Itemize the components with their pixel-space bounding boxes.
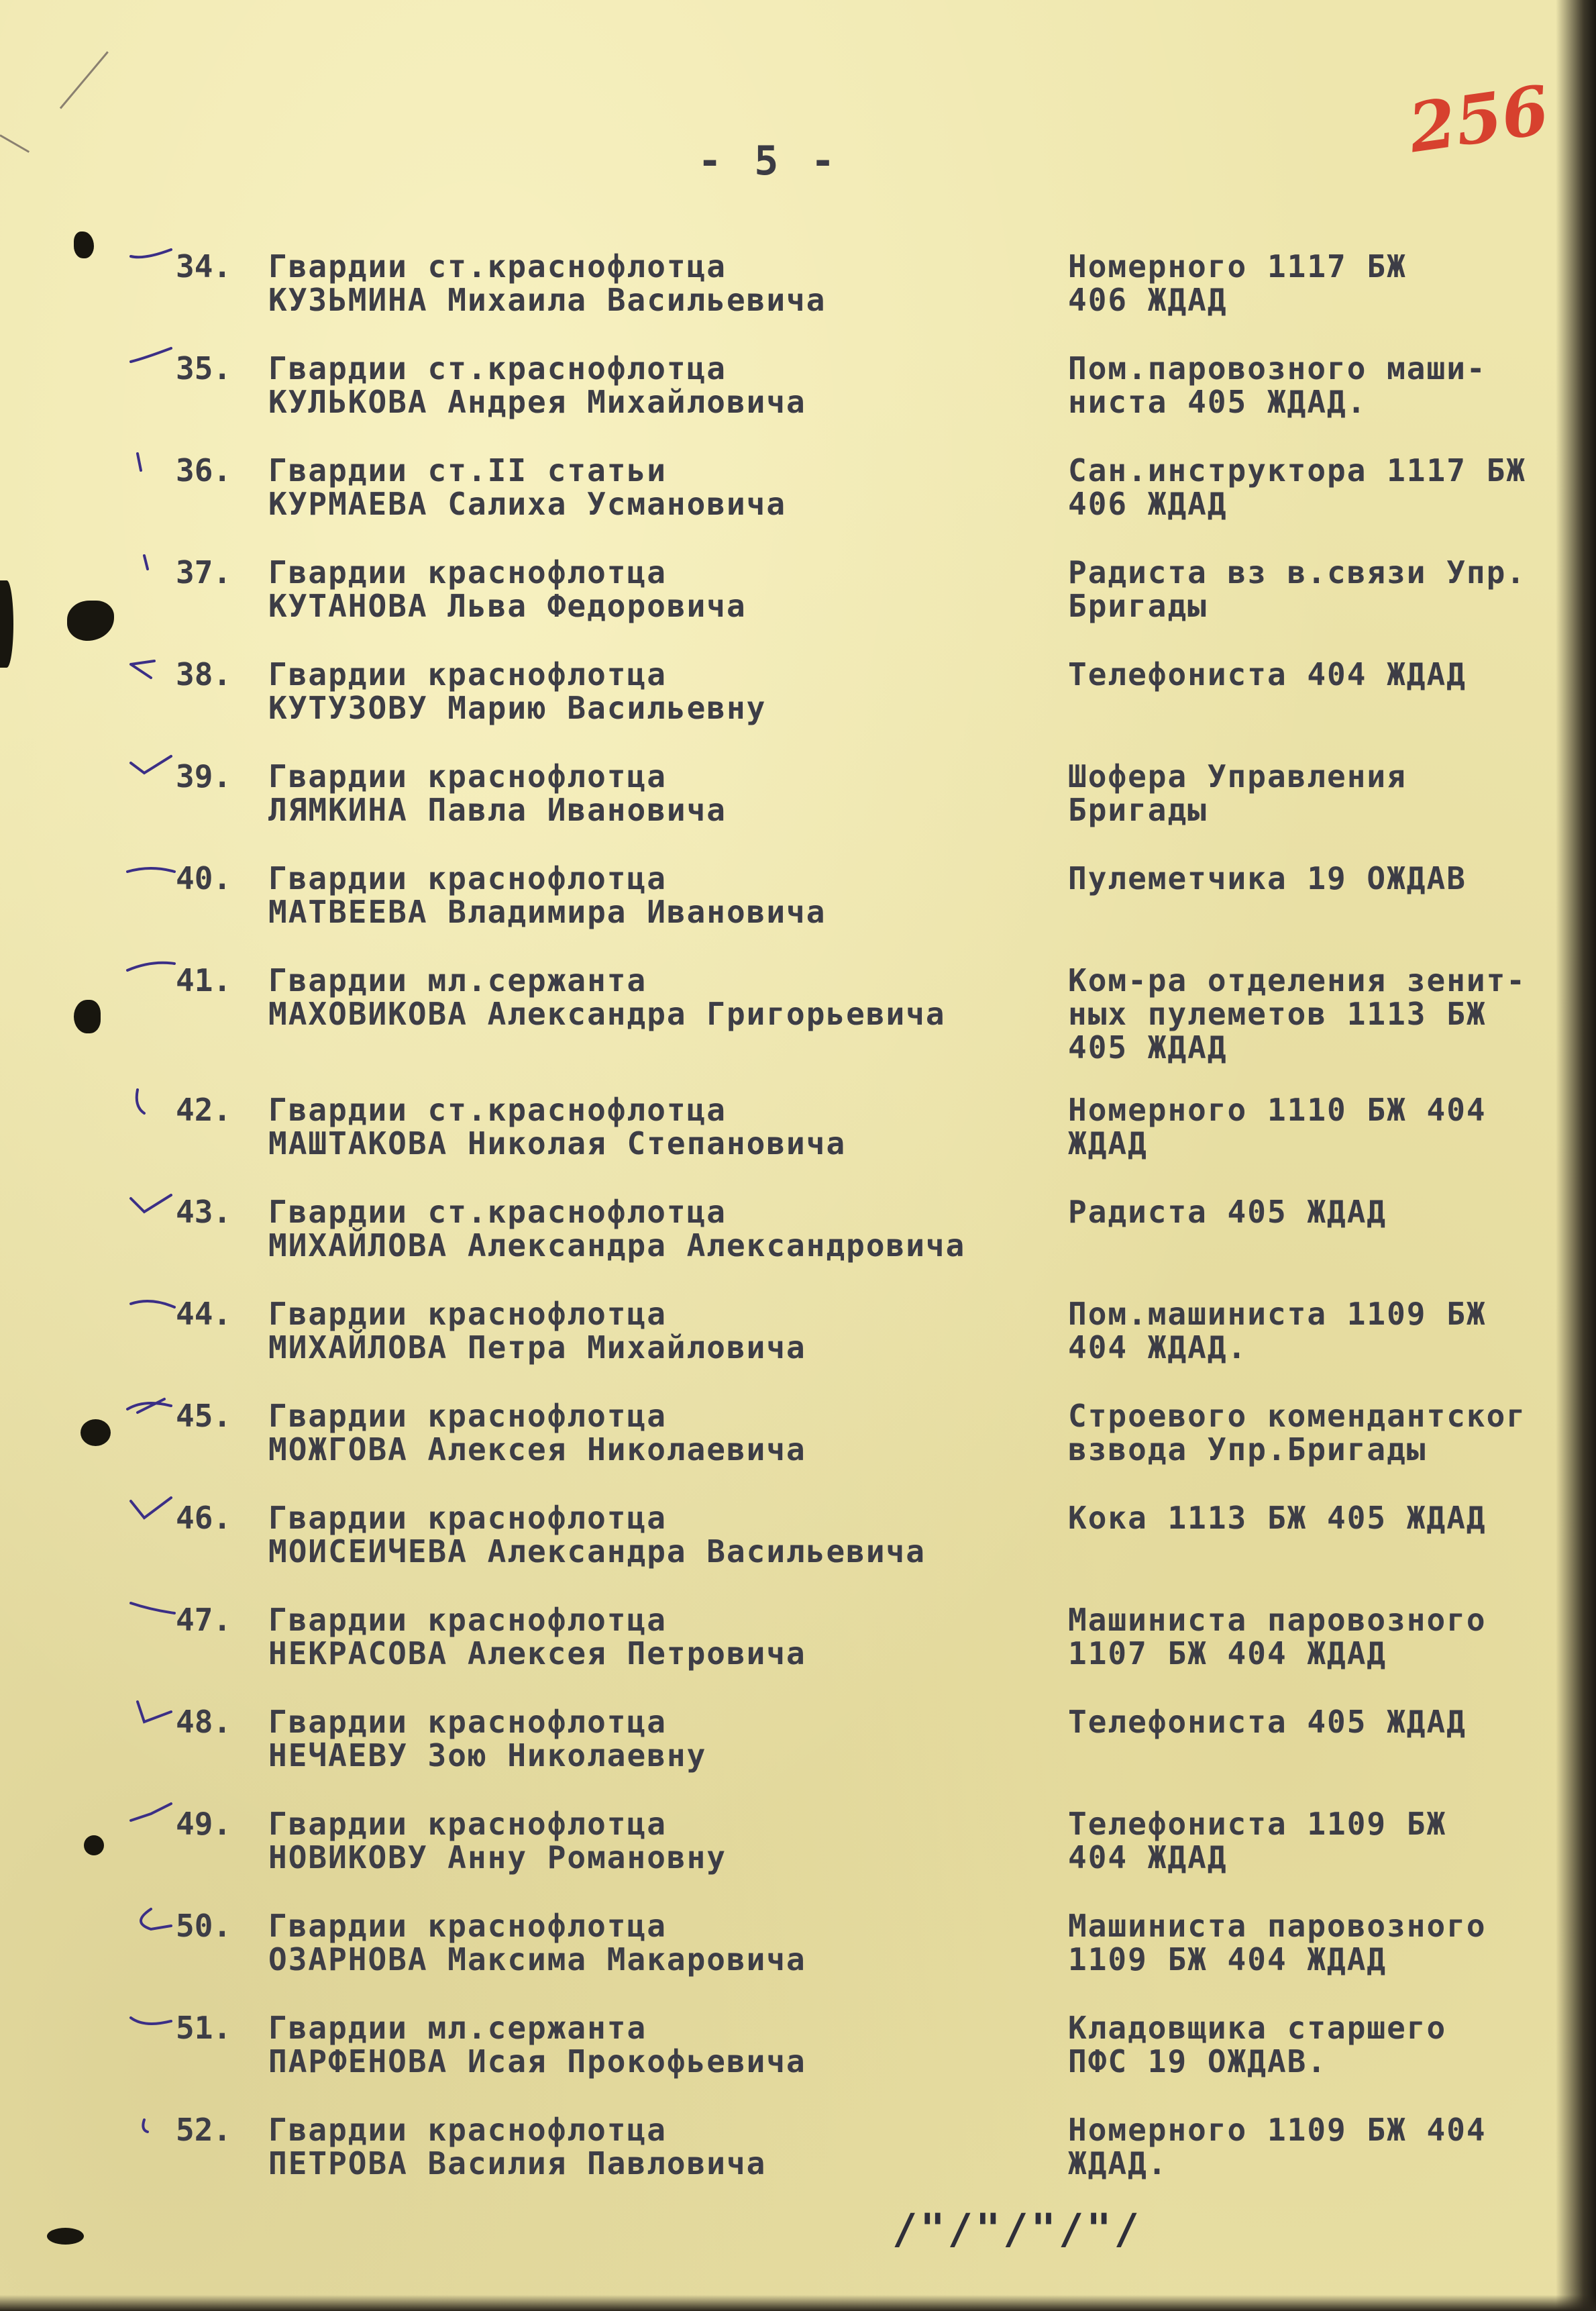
entry-number: 39. xyxy=(176,758,232,794)
entry-position-line: Радиста вз в.связи Упр. xyxy=(1068,554,1526,590)
entry-name: МОЖГОВА Алексея Николаевича xyxy=(268,1431,806,1468)
entry-name: МАХОВИКОВА Александра Григорьевича xyxy=(268,996,946,1032)
entry-rank: Гвардии краснофлотца xyxy=(268,1296,667,1332)
entry-position-line: Кладовщика старшего xyxy=(1068,2010,1447,2046)
entry-rank: Гвардии краснофлотца xyxy=(268,1704,667,1740)
entry-position-line: Пулеметчика 19 ОЖДАВ xyxy=(1068,860,1467,896)
award-list-entry xyxy=(0,452,1596,553)
entry-name: ПАРФЕНОВА Исая Прокофьевича xyxy=(268,2043,806,2079)
entry-number: 45. xyxy=(176,1398,232,1434)
entry-name: КУЛЬКОВА Андрея Михайловича xyxy=(268,384,806,420)
entry-name: МАТВЕЕВА Владимира Ивановича xyxy=(268,894,827,930)
award-list-entry xyxy=(0,1806,1596,1906)
entry-number: 42. xyxy=(176,1092,232,1128)
entry-rank: Гвардии ст.краснофлотца xyxy=(268,1092,727,1128)
entry-number: 50. xyxy=(176,1908,232,1944)
check-mark-icon xyxy=(124,1896,178,1943)
entry-position-line: Пом.паровозного маши- xyxy=(1068,350,1487,387)
entry-rank: Гвардии краснофлотца xyxy=(268,1398,667,1434)
entry-number: 46. xyxy=(176,1500,232,1536)
entry-position-line: ПФС 19 ОЖДАВ. xyxy=(1068,2043,1328,2079)
entry-rank: Гвардии мл.сержанта xyxy=(268,2010,647,2046)
check-mark-icon xyxy=(124,1386,178,1433)
entry-number: 49. xyxy=(176,1806,232,1842)
award-list-entry xyxy=(0,554,1596,655)
entry-rank: Гвардии ст.краснофлотца xyxy=(268,1194,727,1230)
award-list-entry xyxy=(0,248,1596,349)
entry-name: ПЕТРОВА Василия Павловича xyxy=(268,2145,767,2181)
entry-position-line: Шофера Управления xyxy=(1068,758,1407,794)
check-mark-icon xyxy=(124,1794,178,1841)
entry-position-line: Строевого комендантског xyxy=(1068,1398,1526,1434)
entry-number: 38. xyxy=(176,656,232,692)
check-mark-icon xyxy=(124,542,178,589)
check-mark-icon xyxy=(124,746,178,793)
entry-position-line: 1107 БЖ 404 ЖДАД xyxy=(1068,1635,1387,1672)
entry-position-line: 1109 БЖ 404 ЖДАД xyxy=(1068,1941,1387,1978)
page-number: - 5 - xyxy=(698,138,839,185)
entry-position-line: Номерного 1110 БЖ 404 xyxy=(1068,1092,1487,1128)
entry-number: 51. xyxy=(176,2010,232,2046)
entry-name: НЕКРАСОВА Алексея Петровича xyxy=(268,1635,806,1672)
entry-name: КУТУЗОВУ Марию Васильевну xyxy=(268,690,767,726)
entry-rank: Гвардии краснофлотца xyxy=(268,554,667,590)
award-list-entry xyxy=(0,1398,1596,1498)
entry-number: 43. xyxy=(176,1194,232,1230)
check-mark-icon xyxy=(124,644,178,691)
entry-position-line: Кока 1113 БЖ 405 ЖДАД xyxy=(1068,1500,1487,1536)
scan-edge-bottom xyxy=(0,2295,1596,2311)
entry-name: МИХАЙЛОВА Александра Александровича xyxy=(268,1227,966,1264)
ink-blot xyxy=(47,2228,84,2245)
check-mark-icon xyxy=(124,236,178,283)
entry-position-line: 406 ЖДАД xyxy=(1068,282,1228,318)
award-list-entry xyxy=(0,1704,1596,1804)
entry-number: 37. xyxy=(176,554,232,590)
entry-name: КУЗЬМИНА Михаила Васильевича xyxy=(268,282,827,318)
check-mark-icon xyxy=(124,848,178,895)
award-list-entry xyxy=(0,962,1596,1066)
entry-name: ЛЯМКИНА Павла Ивановича xyxy=(268,792,727,828)
entry-number: 34. xyxy=(176,248,232,285)
entry-position-line: Телефониста 405 ЖДАД xyxy=(1068,1704,1467,1740)
entry-number: 44. xyxy=(176,1296,232,1332)
entry-position-line: взвода Упр.Бригады xyxy=(1068,1431,1427,1468)
entry-rank: Гвардии краснофлотца xyxy=(268,1908,667,1944)
archive-number-text: 256 xyxy=(1403,70,1554,168)
entry-position-line: 405 ЖДАД xyxy=(1068,1029,1228,1066)
archive-number-stamp xyxy=(1403,70,1554,168)
entry-number: 41. xyxy=(176,962,232,998)
check-mark-icon xyxy=(124,440,178,487)
check-mark-icon xyxy=(124,1692,178,1739)
check-mark-icon xyxy=(124,338,178,385)
pencil-stroke xyxy=(60,51,109,109)
award-list-entry xyxy=(0,656,1596,757)
entry-position-line: ниста 405 ЖДАД. xyxy=(1068,384,1367,420)
entry-position-line: 404 ЖДАД. xyxy=(1068,1329,1248,1366)
entry-name: НОВИКОВУ Анну Романовну xyxy=(268,1839,727,1876)
award-list-entry xyxy=(0,2010,1596,2110)
entry-position-line: Телефониста 1109 БЖ xyxy=(1068,1806,1447,1842)
entry-name: МАШТАКОВА Николая Степановича xyxy=(268,1125,847,1162)
entry-number: 35. xyxy=(176,350,232,387)
entry-rank: Гвардии краснофлотца xyxy=(268,1500,667,1536)
entry-position-line: ных пулеметов 1113 БЖ xyxy=(1068,996,1487,1032)
entry-position-line: Бригады xyxy=(1068,792,1208,828)
award-list-entry xyxy=(0,2112,1596,2212)
entry-name: КУРМАЕВА Салиха Усмановича xyxy=(268,486,787,522)
entry-position-line: ЖДАД. xyxy=(1068,2145,1168,2181)
award-list-entry xyxy=(0,1500,1596,1600)
entry-rank: Гвардии краснофлотца xyxy=(268,2112,667,2148)
end-of-list-marks: /"/"/"/"/ xyxy=(892,2204,1142,2253)
entry-name: КУТАНОВА Льва Федоровича xyxy=(268,588,747,624)
entry-name: МОИСЕИЧЕВА Александра Васильевича xyxy=(268,1533,926,1570)
entry-name: МИХАЙЛОВА Петра Михайловича xyxy=(268,1329,806,1366)
entry-position-line: Телефониста 404 ЖДАД xyxy=(1068,656,1467,692)
entry-position-line: Номерного 1117 БЖ xyxy=(1068,248,1407,285)
award-list-entry xyxy=(0,350,1596,451)
entry-position-line: Бригады xyxy=(1068,588,1208,624)
award-list-entry xyxy=(0,1908,1596,2008)
award-list-entry xyxy=(0,860,1596,961)
entry-name: ОЗАРНОВА Максима Макаровича xyxy=(268,1941,806,1978)
entry-number: 47. xyxy=(176,1602,232,1638)
entry-rank: Гвардии краснофлотца xyxy=(268,1602,667,1638)
entry-number: 52. xyxy=(176,2112,232,2148)
entry-position-line: Пом.машиниста 1109 БЖ xyxy=(1068,1296,1487,1332)
check-mark-icon xyxy=(124,1998,178,2045)
entry-position-line: ЖДАД xyxy=(1068,1125,1148,1162)
entry-position-line: 404 ЖДАД xyxy=(1068,1839,1228,1876)
entry-position-line: Сан.инструктора 1117 БЖ xyxy=(1068,452,1526,489)
entry-number: 36. xyxy=(176,452,232,489)
check-mark-icon xyxy=(124,1488,178,1535)
entry-number: 40. xyxy=(176,860,232,896)
entry-name: НЕЧАЕВУ Зою Николаевну xyxy=(268,1737,707,1774)
entry-position-line: Номерного 1109 БЖ 404 xyxy=(1068,2112,1487,2148)
check-mark-icon xyxy=(124,1182,178,1229)
entry-rank: Гвардии ст.краснофлотца xyxy=(268,248,727,285)
entry-rank: Гвардии краснофлотца xyxy=(268,1806,667,1842)
entry-position-line: Ком-ра отделения зенит- xyxy=(1068,962,1526,998)
check-mark-icon xyxy=(124,1080,178,1127)
entry-position-line: 406 ЖДАД xyxy=(1068,486,1228,522)
check-mark-icon xyxy=(124,2100,178,2147)
entry-number: 48. xyxy=(176,1704,232,1740)
entry-rank: Гвардии краснофлотца xyxy=(268,860,667,896)
check-mark-icon xyxy=(124,950,178,997)
entry-rank: Гвардии ст.краснофлотца xyxy=(268,350,727,387)
entry-rank: Гвардии ст.II статьи xyxy=(268,452,667,489)
check-mark-icon xyxy=(124,1590,178,1637)
award-list-entry xyxy=(0,1194,1596,1294)
check-mark-icon xyxy=(124,1284,178,1331)
entry-rank: Гвардии мл.сержанта xyxy=(268,962,647,998)
entry-rank: Гвардии краснофлотца xyxy=(268,758,667,794)
award-list-entry xyxy=(0,1296,1596,1396)
entry-position-line: Радиста 405 ЖДАД xyxy=(1068,1194,1387,1230)
award-list-entry xyxy=(0,1092,1596,1192)
award-list-entry xyxy=(0,758,1596,859)
entry-position-line: Машиниста паровозного xyxy=(1068,1908,1487,1944)
pencil-stroke xyxy=(0,134,30,153)
entry-rank: Гвардии краснофлотца xyxy=(268,656,667,692)
entry-position-line: Машиниста паровозного xyxy=(1068,1602,1487,1638)
award-list-entry xyxy=(0,1602,1596,1702)
